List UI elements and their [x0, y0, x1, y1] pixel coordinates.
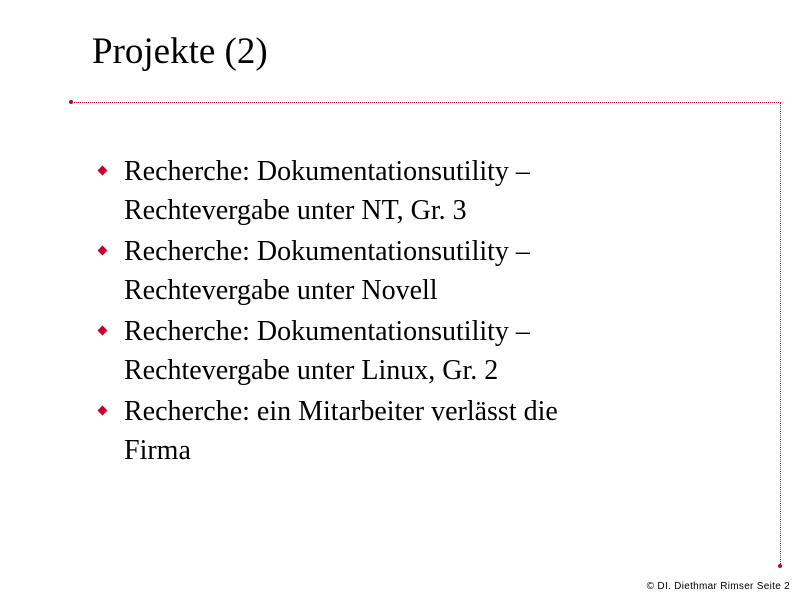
frame-right-divider [780, 102, 781, 566]
bullet-list [96, 153, 656, 473]
bullet-item [96, 233, 656, 310]
bullet-text-line-2: Rechtevergabe unter Novell [124, 274, 438, 306]
bullet-text-line-1: Recherche: Dokumentationsutility – [124, 236, 530, 267]
slide-title: Projekte (2) [92, 31, 268, 72]
bullet-text-line-2: Firma [124, 434, 191, 466]
bullet-text-line-2: Rechtevergabe unter NT, Gr. 3 [124, 194, 467, 226]
footer-copyright: © DI. Diethmar Rimser Seite 2 [646, 581, 790, 592]
bullet-item [96, 153, 656, 230]
bullet-text-line-1: Recherche: Dokumentationsutility – [124, 156, 530, 187]
diamond-bullet-icon [98, 166, 108, 176]
frame-corner-dot-left [69, 100, 73, 104]
bullet-text-line-1: Recherche: Dokumentationsutility – [124, 316, 530, 347]
diamond-bullet-icon [98, 406, 108, 416]
diamond-bullet-icon [98, 326, 108, 336]
diamond-bullet-icon [98, 246, 108, 256]
bullet-text-line-2: Rechtevergabe unter Linux, Gr. 2 [124, 354, 499, 386]
frame-corner-dot-bottom [778, 564, 782, 568]
bullet-item [96, 313, 656, 390]
bullet-item [96, 393, 656, 470]
frame-top-divider [71, 102, 781, 103]
bullet-text-line-1: Recherche: ein Mitarbeiter verlässt die [124, 396, 558, 427]
